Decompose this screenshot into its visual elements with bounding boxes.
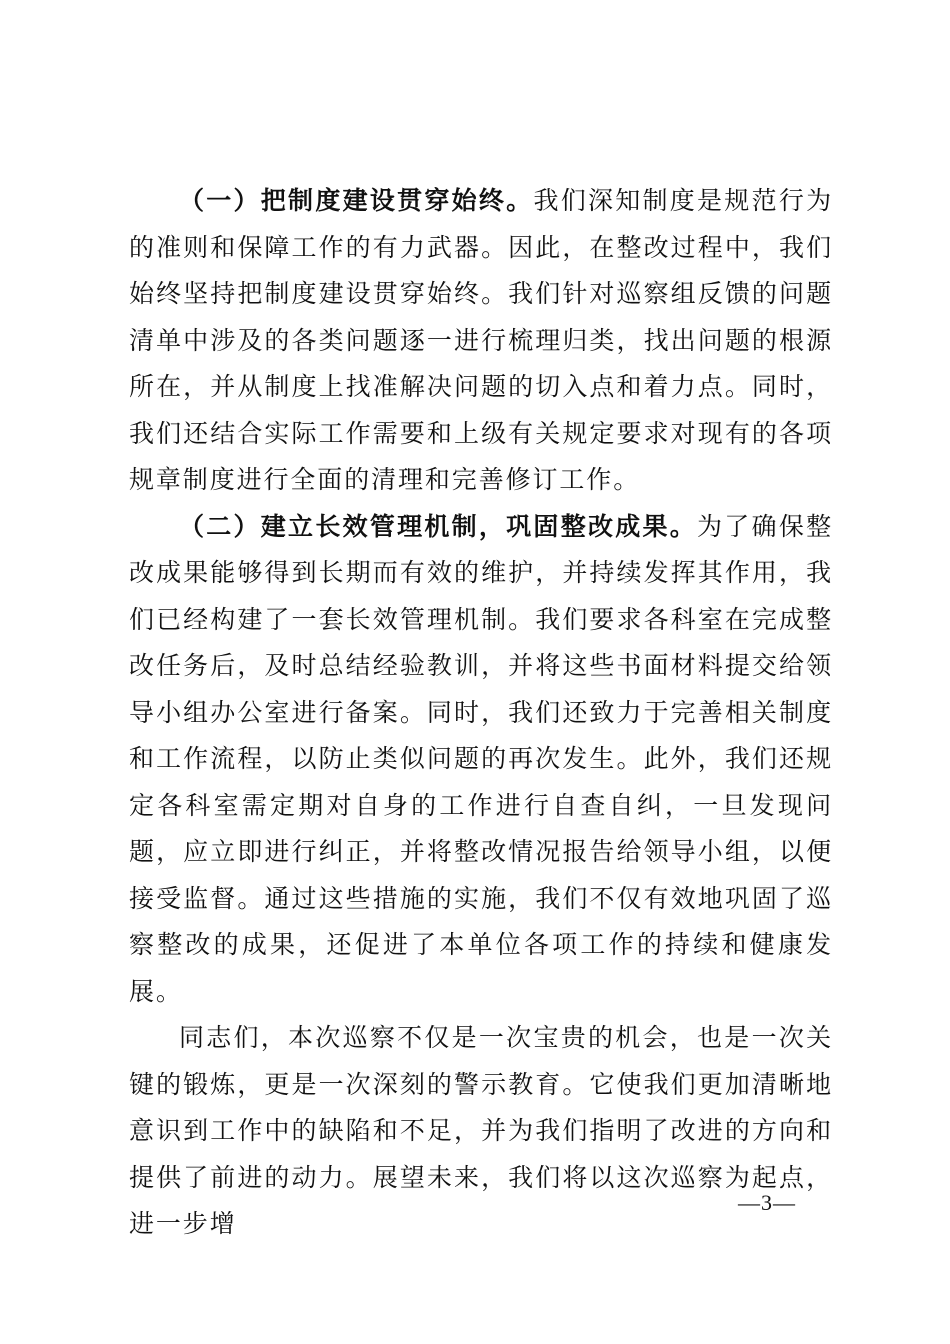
page-number: —3— bbox=[738, 1190, 796, 1215]
paragraph-2-text: 为了确保整改成果能够得到长期而有效的维护，并持续发挥其作用，我们已经构建了一套长效管理机制。我们要求各科室在完成整改任务后，及时总结经验教训，并将这些书面材料提交给领导小组办公室进行备案。同时，我们还致力于完善相关制度和工作流程，以防止类似问题的再次发生。此外，我们还规定各科室需定期对自身的工作进行自查自纠，一旦发现问题，应立即进行纠正，并将整改情况报告给领导小组，以便接受监督。通过这些措施的实施，我们不仅有效地巩固了巡察整改的成果，还促进了本单位各项工作的持续和健康发展。 bbox=[129, 511, 833, 1006]
body-text bbox=[129, 178, 833, 1248]
paragraph-1-heading: （一）把制度建设贯穿始终。 bbox=[179, 186, 534, 215]
paragraph-1-text: 我们深知制度是规范行为的准则和保障工作的有力武器。因此，在整改过程中，我们始终坚持把制度建设贯穿始终。我们针对巡察组反馈的问题清单中涉及的各类问题逐一进行梳理归类，找出问题的根源所在，并从制度上找准解决问题的切入点和着力点。同时，我们还结合实际工作需要和上级有关规定要求对现有的各项规章制度进行全面的清理和完善修订工作。 bbox=[129, 186, 834, 494]
paragraph-3-text: 同志们，本次巡察不仅是一次宝贵的机会，也是一次关键的锻炼，更是一次深刻的警示教育。它使我们更加清晰地意识到工作中的缺陷和不足，并为我们指明了改进的方向和提供了前进的动力。展望未来，我们将以这次巡察为起点，进一步增 bbox=[129, 1023, 833, 1238]
paragraph-2-heading: （二）建立长效管理机制，巩固整改成果。 bbox=[179, 511, 698, 541]
paragraph-2 bbox=[129, 504, 833, 1016]
paragraph-1 bbox=[129, 178, 833, 504]
